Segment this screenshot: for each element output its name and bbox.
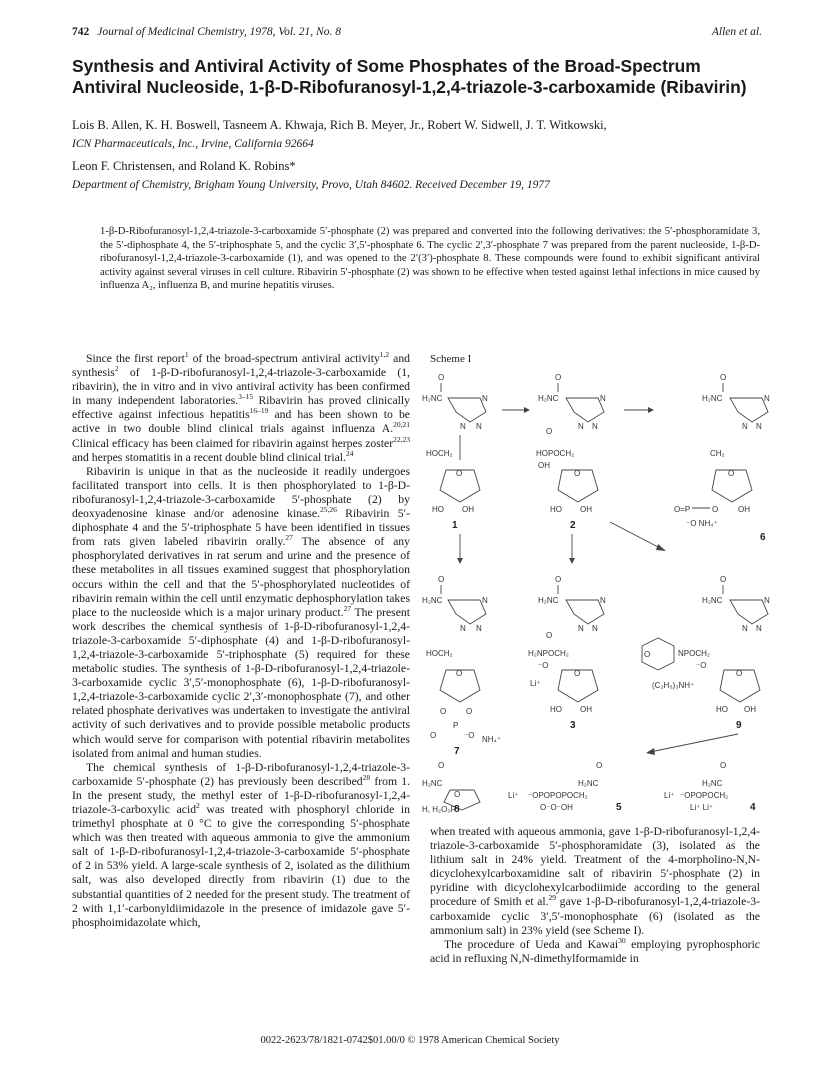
svg-text:H₂NC: H₂NC [422, 394, 443, 403]
svg-text:N: N [592, 422, 598, 431]
page-number: 742 [72, 26, 90, 38]
compound-9-structure [642, 575, 770, 731]
author-block [72, 118, 772, 191]
svg-text:Li⁺: Li⁺ [530, 679, 541, 688]
svg-text:NH₄⁺: NH₄⁺ [482, 735, 502, 744]
svg-text:HO: HO [716, 705, 728, 714]
compound-2-label: 2 [570, 520, 576, 531]
svg-text:N: N [482, 596, 488, 605]
svg-text:O: O [728, 469, 735, 478]
svg-text:N: N [476, 624, 482, 633]
compound-1-structure [422, 373, 488, 531]
svg-text:Li⁺: Li⁺ [664, 791, 675, 800]
svg-text:O: O [574, 469, 581, 478]
svg-text:N: N [764, 596, 770, 605]
svg-text:HOCH₂: HOCH₂ [426, 649, 453, 658]
svg-text:OH: OH [538, 461, 550, 470]
svg-text:HOPOCH₂: HOPOCH₂ [536, 449, 575, 458]
compound-3-label: 3 [570, 720, 576, 731]
svg-text:O: O [454, 790, 461, 799]
svg-text:(C₂H₅)₃NH⁺: (C₂H₅)₃NH⁺ [652, 681, 695, 690]
compound-6-label: 6 [760, 532, 766, 543]
svg-text:N: N [460, 422, 466, 431]
body-column-right [430, 825, 760, 966]
svg-text:Li⁺: Li⁺ [508, 791, 519, 800]
authors-group-1: Lois B. Allen, K. H. Boswell, Tasneem A. Khwaja, Rich B. Meyer, Jr., Robert W. Sidwell, J. T. Witkowski, [72, 118, 607, 132]
svg-text:N: N [756, 624, 762, 633]
svg-text:H₂NC: H₂NC [702, 394, 723, 403]
article-title: Synthesis and Antiviral Activity of Some Phosphates of the Broad-Spectrum Antiviral Nucleoside, 1-β-D-Ribofuranosyl-1,2,4-triazole-3-carboxamide (Ribavirin) [72, 56, 747, 97]
svg-text:O: O [574, 669, 581, 678]
compound-3-structure [528, 575, 606, 731]
svg-text:⁻O: ⁻O [696, 661, 707, 670]
paragraph-metabolism: Ribavirin is unique in that as the nucleoside it readily undergoes facilitated transport into cells. It is then phosphorylated to 1-β-D-ribofuranosyl-1,2,4-triazole-3-carboxamide 5′-phosphate (2) by deoxyadenosine kinase and/or adenosine kinase.$^{25,26}$ Ribavirin 5′-diphosphate 4 and the 5′-triphosphate 5 have been identified in tissues from rats given labeled ribavirin orally.$^{27}$ The absence of any phosphorylated derivatives in rat serum and urine and the presence of these metabolites in all tissues examined suggest that phosphorylation occurs within the cell and that the 5′-phosphorylated nucleotides of ribavirin remain within the cell until enzymatic dephosphorylation takes place to the nucleoside which is a major urinary product.$^{27}$ The present work describes the chemical synthesis of 1-β-D-ribofuranosyl-1,2,4-triazole-3-carboxamide 5′-diphosphate (4) and 1-β-D-ribofuranosyl-1,2,4-triazole-3-carboxamide 5′-triphosphate (5) required for these metabolic studies. The synthesis of 1-β-D-ribofuranosyl-1,2,4-triazole-3-carboxamide cyclic 3′,5′-monophosphate (6), 1-β-D-ribofuranosyl-1,2,4-triazole-3-carboxamide cyclic 2′,3′-monophosphate (7), and other related phosphate derivatives was undertaken to investigate the antiviral activity of such derivatives and to provide possible metabolic products which would serve for comparison with potential ribavirin metabolites isolated from animal and human studies. [72, 464, 410, 760]
svg-text:Li⁺ Li⁺: Li⁺ Li⁺ [690, 803, 714, 812]
svg-text:OH: OH [744, 705, 756, 714]
compound-8-label: 8 [454, 804, 460, 815]
svg-text:O=P: O=P [674, 505, 691, 514]
scheme-1-diagram [420, 350, 790, 815]
svg-text:H₂NC: H₂NC [578, 779, 599, 788]
authors-group-2: Leon F. Christensen, and Roland K. Robins* [72, 159, 296, 173]
body-column-left [72, 352, 410, 930]
svg-text:O: O [456, 669, 463, 678]
svg-text:O: O [712, 505, 719, 514]
svg-text:O: O [720, 761, 727, 770]
svg-text:O: O [456, 469, 463, 478]
svg-text:O: O [546, 427, 553, 436]
svg-text:O: O [438, 761, 445, 770]
compound-5-label: 5 [616, 802, 622, 813]
svg-text:H, H₂O₃P: H, H₂O₃P [422, 805, 456, 814]
affiliation-1: ICN Pharmaceuticals, Inc., Irvine, California 92664 [72, 138, 314, 150]
journal-info: Journal of Medicinal Chemistry, 1978, Vol. 21, No. 8 [97, 26, 341, 38]
svg-text:⁻O NH₄⁺: ⁻O NH₄⁺ [686, 519, 718, 528]
svg-text:OH: OH [738, 505, 750, 514]
svg-text:H₂NC: H₂NC [422, 596, 443, 605]
svg-text:⁻O: ⁻O [538, 661, 549, 670]
svg-text:HO: HO [550, 705, 562, 714]
svg-text:HO: HO [550, 505, 562, 514]
svg-text:O: O [430, 731, 437, 740]
svg-text:O: O [555, 575, 562, 584]
svg-text:N: N [600, 394, 606, 403]
svg-text:H₂NC: H₂NC [702, 596, 723, 605]
svg-text:N: N [482, 394, 488, 403]
svg-text:O: O [546, 631, 553, 640]
svg-text:N: N [578, 422, 584, 431]
compound-9-label: 9 [736, 720, 742, 731]
svg-text:P: P [453, 721, 459, 730]
svg-text:O⁻O⁻OH: O⁻O⁻OH [540, 803, 573, 812]
svg-text:H₂NC: H₂NC [538, 394, 559, 403]
running-head-authors: Allen et al. [711, 26, 762, 38]
svg-text:O: O [466, 707, 473, 716]
compound-7-structure [422, 575, 501, 757]
svg-text:N: N [742, 624, 748, 633]
svg-text:O: O [596, 761, 603, 770]
affiliation-2: Department of Chemistry, Brigham Young University, Provo, Utah 84602. Received December 19, 1977 [72, 179, 550, 191]
page-footer: 0022-2623/78/1821-0742$01.00/0 © 1978 American Chemical Society [260, 1035, 560, 1046]
svg-text:N: N [742, 422, 748, 431]
svg-text:HOCH₂: HOCH₂ [426, 449, 453, 458]
svg-text:O: O [438, 373, 445, 382]
svg-text:HO: HO [432, 505, 444, 514]
compound-6-structure [674, 373, 770, 543]
paragraph-synthesis: The chemical synthesis of 1-β-D-ribofuranosyl-1,2,4-triazole-3-carboxamide 5′-phosphate (2) has previously been described$^{28}$ from 1. In the present study, the methyl ester of 1-β-D-ribofuranosyl-1,2,4-triazole-3-carboxylic acid$^2$ was treated with phosphoryl chloride in trimethyl phosphate at 0 °C to give the corresponding 5′-phosphate which was then treated with aqueous ammonia to give the ammonium salt of 1-β-D-ribofuranosyl-1,2,4-triazole-3-carboxamide 5′-phosphate of 2 in 53% yield. A large-scale synthesis of 2, isolated as the dilithium salt, was also developed directly from ribavirin (1) due to the substantial quantities of 2 needed for the present study. The treatment of 2 with 1,1′-carbonyldiimidazole in the presence of imidazole gave 5′-phosphoimidazolate which, [72, 760, 411, 929]
compound-4-structure [664, 761, 756, 813]
svg-text:N: N [476, 422, 482, 431]
svg-text:N: N [592, 624, 598, 633]
svg-text:NPOCH₂: NPOCH₂ [678, 649, 710, 658]
svg-text:OH: OH [462, 505, 474, 514]
svg-text:O: O [555, 373, 562, 382]
svg-text:N: N [764, 394, 770, 403]
svg-text:O: O [720, 373, 727, 382]
compound-1-label: 1 [452, 520, 458, 531]
compound-4-label: 4 [750, 802, 756, 813]
svg-text:H₂NC: H₂NC [538, 596, 559, 605]
paragraph-intro: Since the first report$^1$ of the broad-spectrum antiviral activity$^{1,2}$ and synthesis$^2$ of 1-β-D-ribofuranosyl-1,2,4-triazole-3-carboxamide (1, ribavirin), the in vitro and in vivo antiviral activity has been confirmed in many independent laboratories.$^{3-15}$ Ribavirin has proved clinically effective against infectious hepatitis$^{16-19}$ and has been shown to be active in two double blind clinical trials against influenza A.$^{20,21}$ Clinical efficacy has been claimed for ribavirin against herpes zoster$^{22,23}$ and herpes stomatitis in a recent double blind clinical trial.$^{24}$ [72, 350, 411, 464]
paragraph-phosphoramidate: when treated with aqueous ammonia, gave 1-β-D-ribofuranosyl-1,2,4-triazole-3-carboxamide 5′-phosphoramidate (3), isolated as the lithium salt in 24% yield. Treatment of the 4-morpholino-N,N-dicyclohexylcarboxamidine salt of ribavirin 5′-phosphate (2) in pyridine with dicyclohexylcarbodiimide according to the general procedure of Smith et al.$^{29}$ gave 1-β-D-ribofuranosyl-1,2,4-triazole-3-carboxamide cyclic 3′,5′-monophosphate (6) (isolated as the ammonium salt) in 23% yield (see Scheme I). [430, 825, 760, 937]
svg-text:⁻OPOPOCH₂: ⁻OPOPOCH₂ [680, 791, 729, 800]
svg-text:OH: OH [580, 505, 592, 514]
svg-text:N: N [600, 596, 606, 605]
svg-text:O: O [438, 575, 445, 584]
scheme-caption: Scheme I [430, 353, 472, 365]
compound-2-structure [536, 373, 606, 531]
svg-text:N: N [460, 624, 466, 633]
svg-text:H₂NPOCH₂: H₂NPOCH₂ [528, 649, 569, 658]
svg-text:N: N [756, 422, 762, 431]
svg-text:CH₂: CH₂ [710, 449, 725, 458]
compound-5-structure [508, 761, 622, 813]
svg-text:N: N [578, 624, 584, 633]
svg-text:O: O [644, 650, 651, 659]
svg-text:O: O [720, 575, 727, 584]
paragraph-pyrophosphoric: The procedure of Ueda and Kawai$^{30}$ employing pyrophosphoric acid in refluxing N,N-dimethylformamide in [430, 935, 760, 965]
svg-text:⁻O: ⁻O [464, 731, 475, 740]
svg-text:⁻OPOPOPOCH₂: ⁻OPOPOPOCH₂ [528, 791, 588, 800]
svg-text:O: O [440, 707, 447, 716]
svg-text:OH: OH [580, 705, 592, 714]
abstract: 1-β-D-Ribofuranosyl-1,2,4-triazole-3-carboxamide 5′-phosphate (2) was prepared and converted into the following derivatives: the 5′-phosphoramidate 3, the 5′-diphosphate 4, the 5′-triphosphate 5, and the cyclic 3′,5′-phosphate 6. The cyclic 2′,3′-phosphate 7 was prepared from the parent nucleoside, 1-β-D-ribofuranosyl-1,2,4-triazole-3-carboxamide (1), and was opened to the 2′(3′)-phosphate 8. These compounds were found to exhibit significant antiviral activity against several viruses in cell culture. Ribavirin 5′-phosphate (2) was shown to be effective when tested against lethal infections in mice caused by influenza A₂, influenza B, and murine hepatitis viruses. [100, 226, 760, 291]
svg-text:O: O [736, 669, 743, 678]
svg-text:H₂NC: H₂NC [422, 779, 443, 788]
compound-7-label: 7 [454, 746, 460, 757]
running-header-left [72, 26, 341, 38]
svg-text:H₂NC: H₂NC [702, 779, 723, 788]
compound-8-structure [422, 761, 480, 815]
